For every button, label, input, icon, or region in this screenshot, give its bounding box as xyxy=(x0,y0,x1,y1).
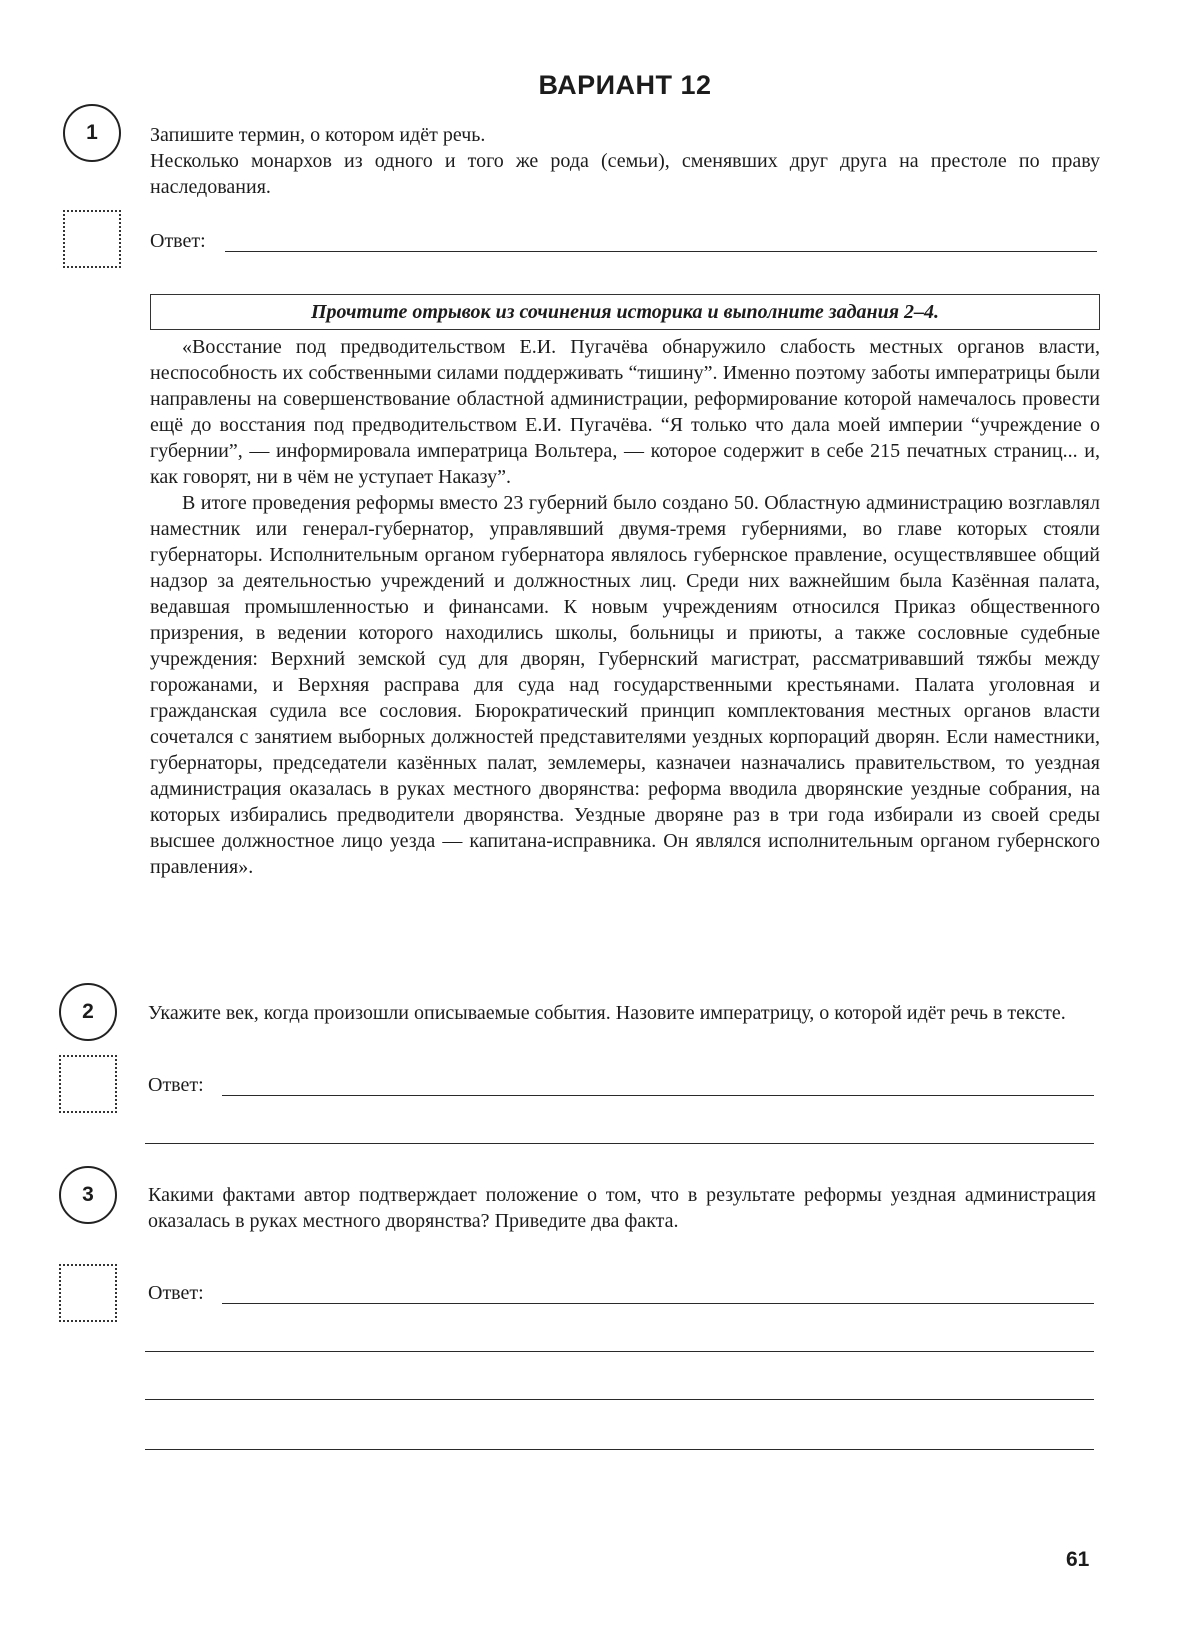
task-2-number: 2 xyxy=(59,983,117,1041)
task-3-answer-line-2[interactable] xyxy=(145,1351,1094,1352)
page-title: ВАРИАНТ 12 xyxy=(538,70,712,100)
excerpt-paragraph-2: В итоге проведения реформы вместо 23 губерний было создано 50. Областную администрацию возглавлял наместник или генерал-губернатор, управлявший двумя-тремя губерниями, во главе которых стояли губернаторы. Исполнительным органом губернатора являлось губернское правление, осуществлявшее общий надзор за деятельностью учреждений и должностных лиц. Среди них важнейшим была Казённая палата, ведавшая промышленностью и финансами. К новым учреждениям относился Приказ общественного призрения, в ведении которого находились школы, больницы и приюты, а также сословные судебные учреждения: Верхний земской суд для дворян, Губернский магистрат, рассматривавший тяжбы между горожанами, и Верхняя расправа для суда над государственными крестьянами. Палата уголовная и гражданская судила все сословия. Бюрократический принцип комплектования местных органов власти сочетался с занятием выборных должностей представителями уездных корпораций дворян. Если наместники, губернаторы, председатели казённых палат, землемеры, казначеи назначались правительством, то уездная администрация оказалась в руках местного дворянства: реформа вводила дворянские уездные собрания, на которых избирались предводители дворянства. Уездные дворяне раз в три года избирали из своей среды высшее должностное лицо уезда — капитана-исправника. Он являлся исполнительным органом губернского правления». xyxy=(150,492,1100,878)
task-3-number: 3 xyxy=(59,1166,117,1224)
task-3-answer-line-3[interactable] xyxy=(145,1399,1094,1400)
task-2-answer-box[interactable] xyxy=(59,1055,117,1113)
historian-excerpt xyxy=(150,334,1100,880)
task-1-answer-label: Ответ: xyxy=(150,230,206,252)
task-1-answer-box[interactable] xyxy=(63,210,121,268)
task-3-answer-line-1[interactable] xyxy=(222,1303,1094,1304)
page-number: 61 xyxy=(1066,1548,1090,1571)
task-3-answer-line-4[interactable] xyxy=(145,1449,1094,1450)
reading-instruction xyxy=(150,294,1100,330)
task-1-text: Запишите термин, о котором идёт речь. Несколько монархов из одного и того же рода (семьи), сменявших друг друга на престоле по праву наследования. xyxy=(150,124,1100,198)
task-1-number: 1 xyxy=(63,104,121,162)
task-2-text: Укажите век, когда произошли описываемые события. Назовите императрицу, о которой идёт речь в тексте. xyxy=(148,1002,1066,1024)
task-1-answer-line[interactable] xyxy=(225,251,1097,252)
excerpt-paragraph-1: «Восстание под предводительством Е.И. Пугачёва обнаружило слабость местных органов власти, неспособность их собственными силами поддерживать “тишину”. Именно поэтому заботы императрицы были направлены на совершенствование областной администрации, реформирование которой намечалось провести ещё до восстания под предводительством Е.И. Пугачёва. “Я только что дала моей империи “учреждение о губернии”, — информировала императрица Вольтера, — которое содержит в себе 215 печатных страниц... и, как говорят, ни в чём не уступает Наказу”. xyxy=(150,336,1100,488)
task-2-answer-line-2[interactable] xyxy=(145,1143,1094,1144)
task-3-answer-box[interactable] xyxy=(59,1264,117,1322)
reading-instruction-text: Прочтите отрывок из сочинения историка и выполните задания 2–4. xyxy=(310,300,940,323)
task-2-answer-line-1[interactable] xyxy=(222,1095,1094,1096)
task-3-answer-label: Ответ: xyxy=(148,1282,204,1304)
task-2-answer-label: Ответ: xyxy=(148,1074,204,1096)
task-3-text: Какими фактами автор подтверждает положение о том, что в результате реформы уездная администрация оказалась в руках местного дворянства? Приведите два факта. xyxy=(148,1184,1096,1232)
